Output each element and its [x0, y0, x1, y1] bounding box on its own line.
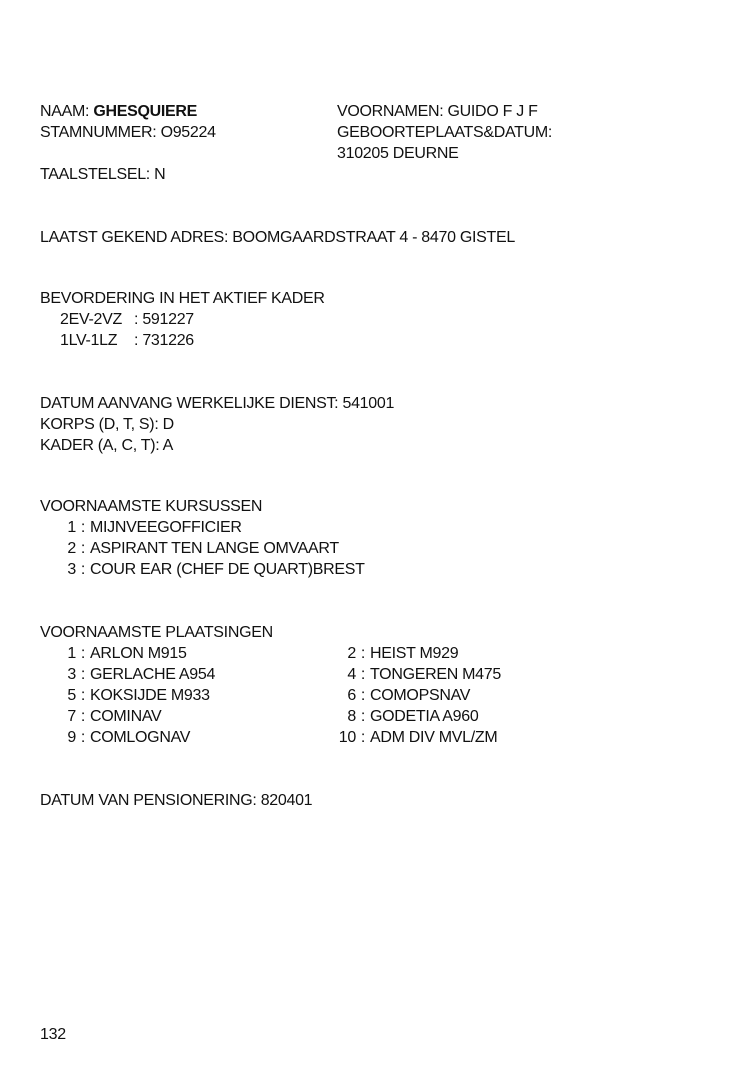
course-text: COUR EAR (CHEF DE QUART)BREST [90, 561, 365, 578]
colon-separator: : [360, 645, 366, 662]
posting-number: 10 [338, 729, 356, 746]
kader-value: A [162, 437, 174, 454]
name-label: NAAM: [40, 103, 90, 120]
stamnummer-label: STAMNUMMER: [40, 124, 157, 141]
stamnummer-value: O95224 [160, 124, 216, 141]
posting-text: GERLACHE A954 [90, 666, 216, 683]
voornamen-line [337, 101, 538, 122]
colon-separator: : [80, 561, 86, 578]
posting-item [40, 727, 190, 748]
address-value: BOOMGAARDSTRAAT 4 - 8470 GISTEL [232, 229, 515, 246]
course-item [40, 559, 365, 580]
posting-text: GODETIA A960 [370, 708, 479, 725]
promotion-heading: BEVORDERING IN HET AKTIEF KADER [40, 290, 325, 307]
course-text: ASPIRANT TEN LANGE OMVAART [90, 540, 339, 557]
posting-number: 7 [67, 708, 76, 725]
name-value: GHESQUIERE [93, 103, 198, 120]
colon-separator: : [80, 666, 86, 683]
posting-text: COMOPSNAV [370, 687, 471, 704]
kader-line [40, 435, 173, 456]
posting-number: 9 [67, 729, 76, 746]
posting-text: COMLOGNAV [90, 729, 191, 746]
voornamen-label: VOORNAMEN: [337, 103, 444, 120]
colon-separator: : [134, 332, 139, 349]
posting-number: 1 [67, 645, 76, 662]
taalstelsel-value: N [154, 166, 166, 183]
service-start-value: 541001 [342, 395, 395, 412]
service-start-label: DATUM AANVANG WERKELIJKE DIENST: [40, 395, 339, 412]
posting-text: HEIST M929 [370, 645, 459, 662]
geboorte-value: 310205 DEURNE [337, 145, 459, 162]
colon-separator: : [134, 311, 139, 328]
posting-text: ADM DIV MVL/ZM [370, 729, 498, 746]
posting-item [40, 685, 210, 706]
posting-number: 3 [67, 666, 76, 683]
posting-item [40, 664, 215, 685]
posting-number: 2 [347, 645, 356, 662]
posting-item [336, 664, 501, 685]
promotion-row [60, 309, 194, 330]
posting-number: 4 [347, 666, 356, 683]
postings-heading: VOORNAAMSTE PLAATSINGEN [40, 624, 273, 641]
posting-number: 6 [347, 687, 356, 704]
colon-separator: : [80, 540, 86, 557]
course-text: MIJNVEEGOFFICIER [90, 519, 242, 536]
promotion-date: 591227 [142, 311, 194, 328]
promotion-rank: 1LV-1LZ [60, 332, 118, 349]
course-number: 3 [67, 561, 76, 578]
posting-item [336, 706, 478, 727]
colon-separator: : [360, 729, 366, 746]
pension-label: DATUM VAN PENSIONERING: [40, 792, 257, 809]
colon-separator: : [80, 519, 86, 536]
taalstelsel-label: TAALSTELSEL: [40, 166, 150, 183]
service-start-line [40, 393, 394, 414]
colon-separator: : [360, 708, 366, 725]
korps-value: D [162, 416, 174, 433]
posting-text: ARLON M915 [90, 645, 187, 662]
page-number: 132 [40, 1026, 66, 1043]
course-item [40, 538, 339, 559]
posting-item [40, 643, 187, 664]
promotion-date: 731226 [142, 332, 194, 349]
name-line [40, 101, 197, 122]
posting-number: 5 [67, 687, 76, 704]
promotion-rank: 2EV-2VZ [60, 311, 122, 328]
pension-line [40, 790, 312, 811]
posting-item [336, 685, 470, 706]
colon-separator: : [80, 708, 86, 725]
colon-separator: : [360, 687, 366, 704]
posting-item [40, 706, 161, 727]
posting-number: 8 [347, 708, 356, 725]
colon-separator: : [80, 687, 86, 704]
address-line [40, 227, 515, 248]
colon-separator: : [360, 666, 366, 683]
colon-separator: : [80, 729, 86, 746]
posting-item [336, 727, 497, 748]
promotion-row [60, 330, 194, 351]
korps-line [40, 414, 174, 435]
course-item [40, 517, 242, 538]
posting-text: KOKSIJDE M933 [90, 687, 210, 704]
course-number: 2 [67, 540, 76, 557]
pension-value: 820401 [260, 792, 313, 809]
taalstelsel-line [40, 164, 165, 185]
korps-label: KORPS (D, T, S): [40, 416, 159, 433]
posting-text: TONGEREN M475 [370, 666, 501, 683]
geboorte-label: GEBOORTEPLAATS&DATUM: [337, 124, 553, 141]
kader-label: KADER (A, C, T): [40, 437, 160, 454]
posting-item [336, 643, 458, 664]
voornamen-value: GUIDO F J F [447, 103, 538, 120]
address-label: LAATST GEKEND ADRES: [40, 229, 229, 246]
colon-separator: : [80, 645, 86, 662]
stamnummer-line [40, 122, 216, 143]
posting-text: COMINAV [90, 708, 162, 725]
courses-heading: VOORNAAMSTE KURSUSSEN [40, 498, 263, 515]
course-number: 1 [67, 519, 76, 536]
